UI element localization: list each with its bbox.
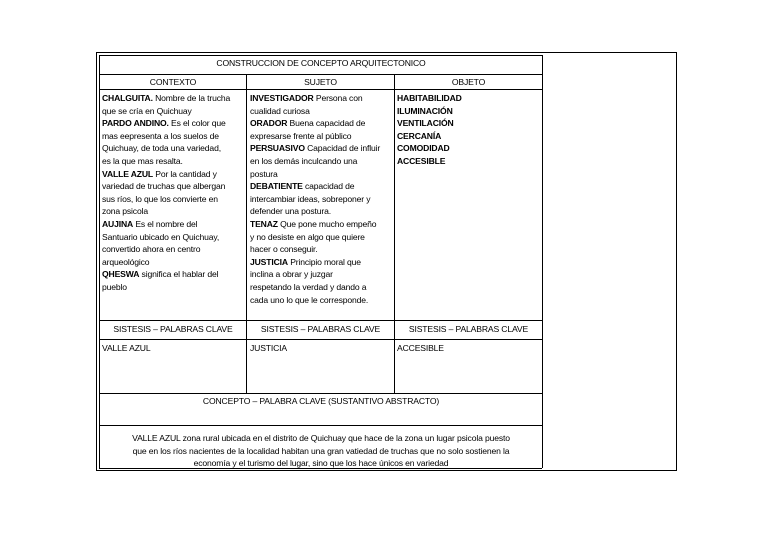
object-line: ACCESIBLE bbox=[397, 155, 446, 166]
term-text: Santuario ubicado en Quichuay, bbox=[102, 231, 220, 242]
subject-line bbox=[250, 256, 393, 269]
grid-line bbox=[542, 55, 543, 468]
grid-line bbox=[96, 52, 97, 471]
term-text: que se cría en Quichuay bbox=[102, 105, 192, 116]
term-text: Que pone mucho empeño bbox=[277, 218, 377, 229]
context-cell bbox=[102, 92, 244, 294]
term-text: Es el color que bbox=[168, 118, 226, 129]
term-label: TENAZ bbox=[250, 218, 278, 229]
term-text: convertido ahora en centro bbox=[102, 244, 201, 255]
term-text: mas eepresenta a los suelos de bbox=[102, 130, 219, 141]
object-cell bbox=[397, 92, 540, 168]
term-label: PARDO ANDINO. bbox=[102, 118, 169, 129]
term-label: QHESWA bbox=[102, 269, 140, 280]
term-text: capacidad de bbox=[302, 181, 355, 192]
grid-line bbox=[99, 425, 542, 426]
term-text: Por la cantidad y bbox=[153, 168, 217, 179]
subject-cell bbox=[250, 92, 393, 306]
context-line bbox=[102, 243, 244, 256]
term-text: en los demás inculcando una bbox=[250, 155, 358, 166]
term-text: Principio moral que bbox=[287, 256, 361, 267]
context-line bbox=[102, 92, 244, 105]
subject-line bbox=[250, 117, 393, 130]
subject-line bbox=[250, 130, 393, 143]
grid-line bbox=[676, 52, 677, 471]
context-line bbox=[102, 180, 244, 193]
term-text: sus ríos, lo que los convierte en bbox=[102, 193, 218, 204]
term-text: defender una postura. bbox=[250, 206, 331, 217]
grid-line bbox=[96, 470, 677, 471]
context-line bbox=[102, 256, 244, 269]
term-label: ORADOR bbox=[250, 118, 288, 129]
concept-paragraph bbox=[100, 432, 542, 470]
header-sujeto: SUJETO bbox=[304, 77, 337, 87]
term-label: CHALGUITA. bbox=[102, 93, 153, 103]
term-text: arqueológico bbox=[102, 256, 150, 267]
grid-line bbox=[99, 55, 542, 56]
term-text: Persona con bbox=[313, 93, 363, 103]
context-line bbox=[102, 231, 244, 244]
context-line bbox=[102, 130, 244, 143]
grid-line bbox=[99, 339, 542, 340]
subject-line bbox=[250, 105, 393, 118]
page-title: CONSTRUCCION DE CONCEPTO ARQUITECTONICO bbox=[216, 58, 426, 68]
object-line: ILUMINACIÓN bbox=[397, 105, 453, 116]
concept-header: CONCEPTO – PALABRA CLAVE (SUSTANTIVO ABSTRACTO) bbox=[202, 396, 440, 406]
context-line bbox=[102, 218, 244, 231]
header-objeto: OBJETO bbox=[451, 77, 486, 87]
term-text: expresarse frente al público bbox=[250, 130, 352, 141]
subject-line bbox=[250, 231, 393, 244]
concept-line bbox=[100, 432, 542, 445]
term-text: hacer o conseguir. bbox=[250, 244, 318, 255]
object-line: HABITABILIDAD bbox=[397, 93, 462, 103]
term-text: Es el nombre del bbox=[133, 218, 198, 229]
term-text: variedad de truchas que albergan bbox=[102, 181, 226, 192]
term-text: postura bbox=[250, 168, 278, 179]
term-label: AUJINA bbox=[102, 218, 134, 229]
context-line bbox=[102, 168, 244, 181]
header-contexto: CONTEXTO bbox=[149, 77, 197, 87]
subject-line bbox=[250, 155, 393, 168]
object-line: CERCANÍA bbox=[397, 130, 442, 141]
context-line bbox=[102, 281, 244, 294]
synthesis-header-sujeto: SISTESIS – PALABRAS CLAVE bbox=[260, 324, 381, 334]
context-line bbox=[102, 193, 244, 206]
term-text: y no desiste en algo que quiere bbox=[250, 231, 365, 242]
term-label: VALLE AZUL bbox=[102, 168, 154, 179]
subject-line bbox=[250, 268, 393, 281]
term-text: cualidad curiosa bbox=[250, 105, 310, 116]
subject-line bbox=[250, 294, 393, 307]
subject-line bbox=[250, 180, 393, 193]
grid-line bbox=[246, 74, 247, 394]
context-line bbox=[102, 117, 244, 130]
subject-line bbox=[250, 281, 393, 294]
term-text: pueblo bbox=[102, 281, 127, 292]
term-text: respetando la verdad y dando a bbox=[250, 281, 367, 292]
term-text: cada uno lo que le corresponde. bbox=[250, 294, 369, 305]
keyword-objeto: ACCESIBLE bbox=[397, 343, 444, 353]
object-line: VENTILACIÓN bbox=[397, 118, 454, 129]
context-line bbox=[102, 105, 244, 118]
term-text: intercambiar ideas, sobreponer y bbox=[250, 193, 371, 204]
concept-line: que en los ríos nacientes de la localidad habitan una gran vatiedad de truchas que no solo sostienen la bbox=[132, 445, 510, 456]
term-text: inclina a obrar y juzgar bbox=[250, 269, 333, 280]
concept-line: economía y el turismo del lugar, sino que los hace únicos en variedad bbox=[193, 458, 449, 469]
concept-line-text: zona rural ubicada en el distrito de Quichuay que hace de la zona un lugar psicola puesto bbox=[180, 433, 510, 443]
grid-line bbox=[99, 89, 542, 90]
term-text: Capacidad de influir bbox=[304, 143, 381, 154]
keyword-sujeto: JUSTICIA bbox=[250, 343, 287, 353]
subject-line bbox=[250, 142, 393, 155]
synthesis-header-contexto: SISTESIS – PALABRAS CLAVE bbox=[113, 324, 233, 334]
object-line: COMODIDAD bbox=[397, 143, 450, 154]
term-label: JUSTICIA bbox=[250, 256, 288, 267]
grid-line bbox=[394, 74, 395, 394]
context-line bbox=[102, 155, 244, 168]
subject-line bbox=[250, 205, 393, 218]
term-text: Nombre de la trucha bbox=[152, 93, 231, 103]
term-text: Quichuay, de toda una variedad, bbox=[102, 143, 221, 154]
subject-line bbox=[250, 168, 393, 181]
term-text: es la que mas resalta. bbox=[102, 155, 183, 166]
subject-line bbox=[250, 193, 393, 206]
term-label: DEBATIENTE bbox=[250, 181, 303, 192]
subject-line bbox=[250, 92, 393, 105]
term-label: INVESTIGADOR bbox=[250, 93, 314, 103]
context-line bbox=[102, 205, 244, 218]
term-text: significa el hablar del bbox=[139, 269, 219, 280]
grid-line bbox=[99, 74, 542, 75]
term-text: Buena capacidad de bbox=[287, 118, 366, 129]
synthesis-header-objeto: SISTESIS – PALABRAS CLAVE bbox=[408, 324, 529, 334]
concept-lead: VALLE AZUL bbox=[132, 433, 181, 443]
term-label: PERSUASIVO bbox=[250, 143, 305, 154]
grid-line bbox=[99, 320, 542, 321]
context-line bbox=[102, 142, 244, 155]
keyword-contexto: VALLE AZUL bbox=[102, 343, 151, 353]
context-line bbox=[102, 268, 244, 281]
grid-line bbox=[99, 393, 542, 394]
subject-line bbox=[250, 243, 393, 256]
subject-line bbox=[250, 218, 393, 231]
grid-line bbox=[96, 52, 677, 53]
term-text: zona psicola bbox=[102, 206, 148, 217]
